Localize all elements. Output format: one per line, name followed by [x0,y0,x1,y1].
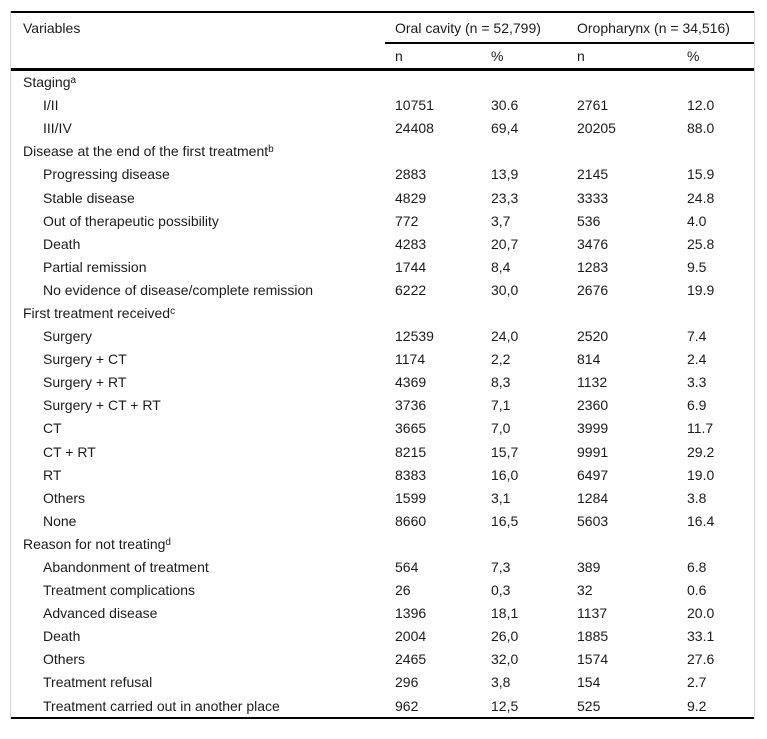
oro-pct-cell [677,532,754,555]
table-row [11,417,754,440]
oro-pct-cell: 19.9 [687,281,715,298]
oral-pct-cell [481,301,567,324]
oro-n-cell: 3999 [577,420,609,437]
table-row [11,325,754,348]
row-label: Stable disease [43,189,135,206]
oro-pct-cell: 16.4 [687,512,715,529]
oro-pct-cell: 27.6 [687,651,715,668]
section-row [11,301,754,324]
oral-n-cell: 3736 [395,397,427,414]
table-row [11,209,754,232]
oral-n-cell [385,532,481,555]
oro-pct-cell [677,69,754,94]
row-label: Progressing disease [43,166,170,183]
sub-header-oro-n: n [567,43,677,69]
section-row [11,69,754,94]
row-label: Treatment refusal [43,674,153,691]
row-label: Treatment complications [43,582,195,599]
section-row [11,140,754,163]
row-label: Abandonment of treatment [43,559,209,576]
footnote-marker: b [268,144,274,156]
table-row [11,463,754,486]
footnote-marker: d [165,536,171,548]
oral-n-cell: 12539 [395,328,434,345]
oral-pct-cell: 16,5 [491,512,519,529]
table-row [11,348,754,371]
oral-pct-cell: 15,7 [491,443,519,460]
oro-n-cell: 1137 [577,605,608,622]
column-header-variables: Variables [23,20,81,36]
oral-n-cell: 8215 [395,443,427,460]
row-label: Surgery + CT [43,351,127,368]
oro-pct-cell: 0.6 [687,582,707,599]
oro-pct-cell: 19.0 [687,466,715,483]
oro-pct-cell [677,140,754,163]
oro-n-cell: 2676 [577,281,609,298]
table-row [11,278,754,301]
row-label: Reason for not treating$^d$ [23,535,171,552]
oro-n-cell: 1574 [577,651,609,668]
oral-pct-cell: 7,3 [491,559,511,576]
oro-pct-cell: 12.0 [687,97,715,114]
oral-n-cell: 1174 [395,351,426,368]
table-row [11,486,754,509]
table-row [11,394,754,417]
oral-n-cell: 2004 [395,628,427,645]
oro-n-cell: 536 [577,212,601,229]
table-row [11,579,754,602]
oral-pct-cell: 26,0 [491,628,519,645]
row-label: Death [43,235,81,252]
oro-n-cell: 1284 [577,489,609,506]
oro-n-cell [567,301,677,324]
sub-header-oral-n: n [385,43,481,69]
table-row [11,255,754,278]
oro-n-cell: 2520 [577,328,609,345]
table-row [11,117,754,140]
oral-n-cell: 1396 [395,605,427,622]
column-group-oropharynx: Oropharynx (n = 34,516) [567,12,754,43]
row-label: CT [43,420,62,437]
oro-n-cell: 2360 [577,397,609,414]
oro-n-cell: 1885 [577,628,609,645]
oro-n-cell [567,69,677,94]
oral-n-cell: 772 [395,212,419,229]
oro-n-cell: 1283 [577,258,609,275]
oral-n-cell: 10751 [395,97,434,114]
oro-n-cell: 5603 [577,512,609,529]
oral-pct-cell: 0,3 [491,582,511,599]
sub-header-oral-pct: % [481,43,567,69]
footnote-marker: c [170,305,176,317]
oral-pct-cell: 2,2 [491,351,511,368]
oro-pct-cell: 7.4 [687,328,707,345]
oro-n-cell [567,532,677,555]
oro-n-cell: 6497 [577,466,609,483]
oral-pct-cell: 23,3 [491,189,519,206]
row-label: Staging$^a$ [23,74,77,91]
oro-pct-cell: 9.5 [687,258,707,275]
row-label: CT + RT [43,443,96,460]
oro-n-cell: 2761 [577,97,609,114]
oral-n-cell: 1599 [395,489,427,506]
oral-n-cell: 2465 [395,651,427,668]
row-label: Treatment carried out in another place [43,697,280,714]
oral-n-cell: 962 [395,697,419,714]
oral-pct-cell: 12,5 [491,697,519,714]
oro-pct-cell: 24.8 [687,189,715,206]
sub-header-oro-pct: % [677,43,754,69]
table-row [11,671,754,694]
row-label: Advanced disease [43,605,158,622]
row-label: III/IV [43,120,72,137]
row-label: Surgery + CT + RT [43,397,161,414]
column-group-oral-cavity: Oral cavity (n = 52,799) [385,12,567,43]
oral-n-cell: 8383 [395,466,427,483]
oral-pct-cell: 3,7 [491,212,511,229]
oro-pct-cell: 88.0 [687,120,715,137]
oral-n-cell: 3665 [395,420,427,437]
oro-n-cell: 3333 [577,189,609,206]
oral-pct-cell: 32,0 [491,651,519,668]
oral-n-cell: 4829 [395,189,427,206]
oral-pct-cell: 7,0 [491,420,511,437]
oral-n-cell [385,301,481,324]
oral-n-cell: 4369 [395,374,427,391]
table-row [11,602,754,625]
oral-n-cell [385,69,481,94]
group-header-row [11,12,754,43]
row-label: Disease at the end of the first treatment$^b$ [23,143,274,160]
table-row [11,163,754,186]
row-label: Partial remission [43,258,147,275]
row-label: Out of therapeutic possibility [43,212,219,229]
table-row [11,694,754,718]
table-body [11,69,754,718]
oral-pct-cell [481,532,567,555]
table-row [11,509,754,532]
row-label: Surgery + RT [43,374,127,391]
oral-pct-cell: 24,0 [491,328,519,345]
table-header [11,12,754,69]
oral-pct-cell: 3,8 [491,674,511,691]
oral-pct-cell: 8,4 [491,258,511,275]
oro-pct-cell: 4.0 [687,212,707,229]
oro-pct-cell: 3.8 [687,489,707,506]
oro-n-cell: 2145 [577,166,609,183]
oro-pct-cell: 6.8 [687,559,707,576]
oro-n-cell [567,140,677,163]
row-label: First treatment received$^c$ [23,304,176,321]
oral-n-cell: 564 [395,559,419,576]
table-row [11,555,754,578]
sub-header-spacer [11,43,385,69]
row-label: RT [43,466,62,483]
oral-pct-cell: 18,1 [491,605,519,622]
oral-n-cell: 296 [395,674,419,691]
data-table-frame [10,11,755,719]
oro-n-cell: 32 [577,582,593,599]
row-label: Death [43,628,81,645]
oral-pct-cell: 7,1 [491,397,511,414]
oro-n-cell: 1132 [577,374,608,391]
oral-n-cell: 8660 [395,512,427,529]
row-label: None [43,512,77,529]
oral-n-cell: 4283 [395,235,427,252]
oral-pct-cell [481,140,567,163]
oro-n-cell: 3476 [577,235,609,252]
oro-pct-cell: 11.7 [687,420,714,437]
table-row [11,648,754,671]
table-row [11,625,754,648]
oro-pct-cell: 15.9 [687,166,715,183]
oral-pct-cell: 20,7 [491,235,519,252]
row-label: I/II [43,97,59,114]
sub-header-row [11,43,754,69]
oral-pct-cell: 30,0 [491,281,519,298]
oral-pct-cell: 30.6 [491,97,519,114]
oral-pct-cell: 16,0 [491,466,519,483]
table-row [11,186,754,209]
oral-n-cell: 26 [395,582,411,599]
oro-pct-cell [677,301,754,324]
oro-n-cell: 525 [577,697,601,714]
oro-n-cell: 814 [577,351,601,368]
row-label: Surgery [43,328,93,345]
oro-pct-cell: 9.2 [687,697,707,714]
oro-n-cell: 9991 [577,443,609,460]
row-label: Others [43,489,86,506]
oro-pct-cell: 29.2 [687,443,715,460]
table-row [11,232,754,255]
oro-pct-cell: 33.1 [687,628,715,645]
section-row [11,532,754,555]
oral-n-cell [385,140,481,163]
oro-pct-cell: 25.8 [687,235,715,252]
oro-pct-cell: 3.3 [687,374,707,391]
oral-pct-cell: 8,3 [491,374,511,391]
row-label: No evidence of disease/complete remission [43,281,314,298]
oral-pct-cell: 3,1 [491,489,511,506]
oro-pct-cell: 6.9 [687,397,707,414]
footnote-marker: a [70,75,77,87]
table-row [11,94,754,117]
oral-pct-cell: 13,9 [491,166,519,183]
oro-n-cell: 20205 [577,120,616,137]
oro-n-cell: 389 [577,559,601,576]
oral-n-cell: 2883 [395,166,427,183]
oral-pct-cell: 69,4 [491,120,519,137]
oral-n-cell: 24408 [395,120,434,137]
oro-pct-cell: 20.0 [687,605,715,622]
oral-n-cell: 1744 [395,258,427,275]
data-table [11,11,754,719]
oro-pct-cell: 2.7 [687,674,707,691]
table-row [11,440,754,463]
oral-pct-cell [481,69,567,94]
oral-n-cell: 6222 [395,281,427,298]
oro-n-cell: 154 [577,674,601,691]
row-label: Others [43,651,86,668]
table-row [11,371,754,394]
oro-pct-cell: 2.4 [687,351,707,368]
